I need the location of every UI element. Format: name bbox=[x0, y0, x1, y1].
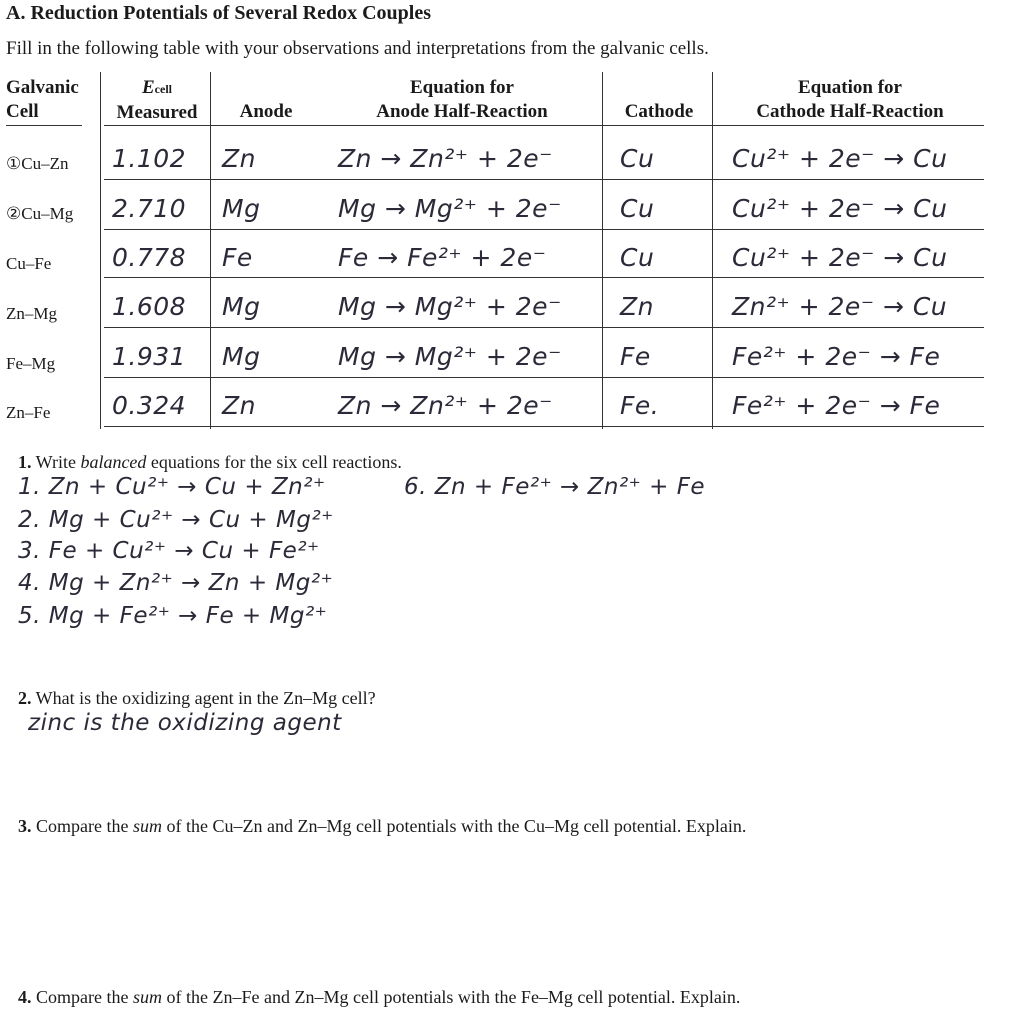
cathode-equation: Fe²⁺ + 2e⁻ → Fe bbox=[732, 391, 941, 420]
anode-equation: Fe → Fe²⁺ + 2e⁻ bbox=[338, 243, 547, 272]
row-label-zn-mg: Zn–Mg bbox=[6, 304, 57, 323]
column-divider bbox=[712, 72, 713, 429]
answer-1-line-2: 2. Mg + Cu²⁺ → Cu + Mg²⁺ bbox=[18, 507, 334, 533]
ecell-value: 2.710 bbox=[112, 194, 187, 223]
row-underline bbox=[104, 179, 984, 180]
cathode-value: Cu bbox=[620, 243, 655, 272]
row-label-fe-mg: Fe–Mg bbox=[6, 354, 56, 373]
question-3: 3. Compare the sum of the Cu–Zn and Zn–Mg cell potentials with the Cu–Mg cell potential. Explain. bbox=[18, 816, 747, 836]
cathode-value: Zn bbox=[620, 292, 654, 321]
ecell-value: 1.931 bbox=[112, 342, 187, 371]
ecell-value: 1.102 bbox=[112, 144, 187, 173]
header-ecell-measured: Ecell Measured bbox=[116, 77, 198, 123]
answer-1-line-5: 5. Mg + Fe²⁺ → Fe + Mg²⁺ bbox=[18, 603, 328, 629]
anode-equation: Mg → Mg²⁺ + 2e⁻ bbox=[338, 342, 562, 371]
header-anode: Anode bbox=[239, 101, 293, 122]
row-label-cu-zn: ①Cu–Zn bbox=[6, 154, 69, 173]
row-label-cu-fe: Cu–Fe bbox=[6, 254, 52, 273]
question-2: 2. What is the oxidizing agent in the Zn–Mg cell? bbox=[18, 688, 376, 708]
anode-value: Zn bbox=[222, 391, 256, 420]
anode-equation: Mg → Mg²⁺ + 2e⁻ bbox=[338, 292, 562, 321]
row-underline bbox=[104, 229, 984, 230]
instructions: Fill in the following table with your observations and interpretations from the galvanic cells. bbox=[6, 38, 709, 59]
header-cathode: Cathode bbox=[624, 101, 694, 122]
anode-value: Mg bbox=[222, 342, 261, 371]
answer-1-line-1: 1. Zn + Cu²⁺ → Cu + Zn²⁺ bbox=[18, 474, 326, 500]
row-underline bbox=[104, 426, 984, 427]
column-divider bbox=[602, 72, 603, 429]
ecell-value: 1.608 bbox=[112, 292, 187, 321]
question-1: 1. Write balanced equations for the six cell reactions. bbox=[18, 452, 402, 472]
header-galvanic-cell: Galvanic Cell bbox=[6, 77, 79, 122]
answer-1-line-6: 6. Zn + Fe²⁺ → Zn²⁺ + Fe bbox=[404, 474, 706, 500]
anode-value: Mg bbox=[222, 292, 261, 321]
cathode-value: Cu bbox=[620, 144, 655, 173]
header-underline bbox=[6, 125, 82, 126]
cathode-value: Cu bbox=[620, 194, 655, 223]
ecell-value: 0.778 bbox=[112, 243, 187, 272]
cathode-equation: Zn²⁺ + 2e⁻ → Cu bbox=[732, 292, 948, 321]
anode-value: Mg bbox=[222, 194, 261, 223]
anode-equation: Mg → Mg²⁺ + 2e⁻ bbox=[338, 194, 562, 223]
cathode-equation: Cu²⁺ + 2e⁻ → Cu bbox=[732, 243, 948, 272]
question-4: 4. Compare the sum of the Zn–Fe and Zn–Mg cell potentials with the Fe–Mg cell potential. Explain. bbox=[18, 987, 741, 1007]
cathode-equation: Cu²⁺ + 2e⁻ → Cu bbox=[732, 194, 948, 223]
column-divider bbox=[210, 72, 211, 429]
header-cathode-equation: Equation for Cathode Half-Reaction bbox=[756, 77, 944, 122]
answer-1-line-4: 4. Mg + Zn²⁺ → Zn + Mg²⁺ bbox=[18, 570, 334, 596]
anode-equation: Zn → Zn²⁺ + 2e⁻ bbox=[338, 144, 553, 173]
row-underline bbox=[104, 377, 984, 378]
ecell-value: 0.324 bbox=[112, 391, 187, 420]
anode-equation: Zn → Zn²⁺ + 2e⁻ bbox=[338, 391, 553, 420]
row-label-cu-mg: ②Cu–Mg bbox=[6, 204, 74, 223]
cathode-equation: Fe²⁺ + 2e⁻ → Fe bbox=[732, 342, 941, 371]
anode-value: Fe bbox=[222, 243, 253, 272]
cathode-value: Fe. bbox=[620, 391, 660, 420]
column-divider bbox=[100, 72, 101, 429]
answer-2: zinc is the oxidizing agent bbox=[28, 710, 342, 736]
row-underline bbox=[104, 327, 984, 328]
answer-1-line-3: 3. Fe + Cu²⁺ → Cu + Fe²⁺ bbox=[18, 538, 320, 564]
row-underline bbox=[104, 277, 984, 278]
section-title: A. Reduction Potentials of Several Redox Couples bbox=[6, 2, 431, 24]
header-anode-equation: Equation for Anode Half-Reaction bbox=[376, 77, 548, 122]
row-label-zn-fe: Zn–Fe bbox=[6, 403, 51, 422]
header-underline bbox=[104, 125, 984, 126]
anode-value: Zn bbox=[222, 144, 256, 173]
cathode-equation: Cu²⁺ + 2e⁻ → Cu bbox=[732, 144, 948, 173]
cathode-value: Fe bbox=[620, 342, 651, 371]
